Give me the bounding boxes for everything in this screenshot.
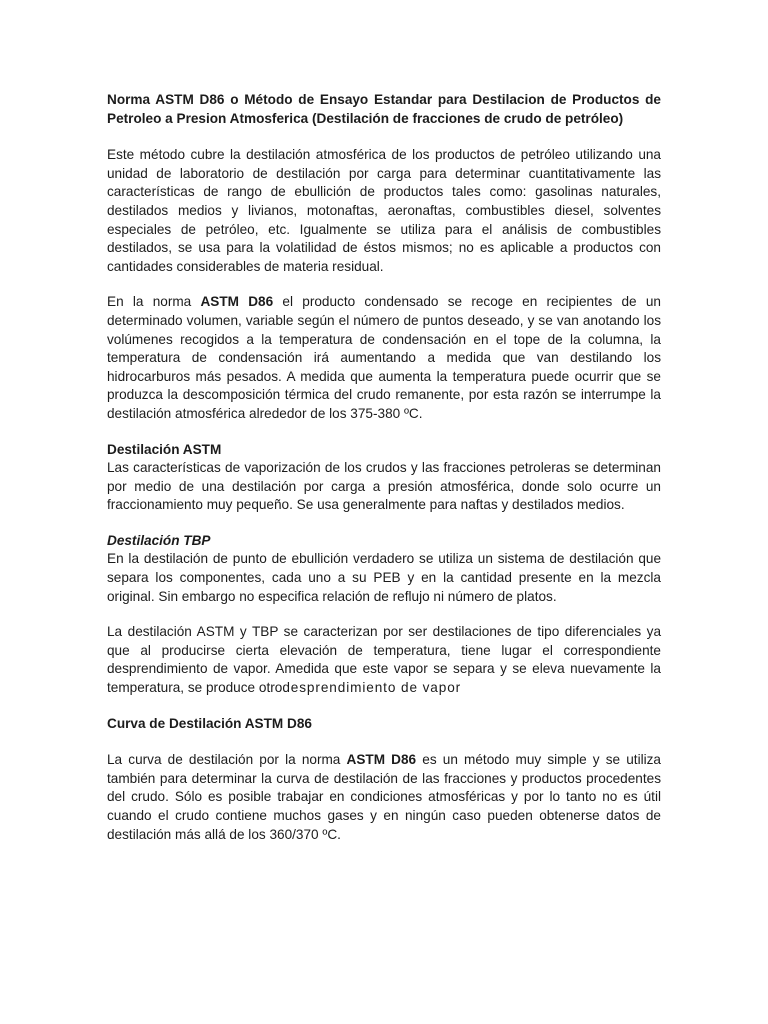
curve-paragraph-rest: es un método muy simple y se utiliza también para determinar la curva de destilación de las fracciones y productos procedentes del crudo. Sólo es posible trabajar en condiciones atmosféricas y por lo tanto no es útil cuando el crudo contiene muchos gases y en ningún caso pueden obtenerse datos de destilación más allá de los 360/370 ºC. (107, 752, 661, 842)
norma-paragraph-bold: ASTM D86 (200, 294, 274, 310)
astm-section (107, 441, 661, 515)
curve-heading: Curva de Destilación ASTM D86 (107, 715, 312, 731)
norma-paragraph-rest: el producto condensado se recoge en recipientes de un determinado volumen, variable según el número de puntos deseado, y se van anotando los volúmenes recogidos a la temperatura de condensación en el tope de la columna, la temperatura de condensación irá aumentando a medida que van destilando los hidrocarburos más pesados. A medida que aumenta la temperatura puede ocurrir que se produzca la descomposición térmica del crudo remanente, por esta razón se interrumpe la destilación atmosférica alrededor de los 375-380 ºC. (107, 294, 661, 421)
curve-paragraph (107, 751, 661, 844)
curve-paragraph-lead: La curva de destilación por la norma (107, 752, 347, 768)
norma-paragraph-lead: En la norma (107, 294, 201, 310)
differential-paragraph-main: La destilación ASTM y TBP se caracterizan por ser destilaciones de tipo diferenciales ya que al producirse cierta elevación de temperatura, tiene lugar el correspondiente desprendimiento de vapor. Amedida que este vapor se separa y se eleva nuevamente la temperatura, se produce otro (107, 624, 661, 696)
differential-paragraph (107, 623, 661, 697)
astm-heading: Destilación ASTM (107, 441, 222, 457)
norma-paragraph (107, 293, 661, 423)
tbp-heading: Destilación TBP (107, 532, 211, 548)
astm-body: Las características de vaporización de los crudos y las fracciones petroleras se determinan por medio de una destilación por carga a presión atmosférica, donde solo ocurre un fraccionamiento muy pequeño. Se usa generalmente para naftas y destilados medios. (107, 460, 661, 513)
tbp-section (107, 532, 661, 606)
differential-paragraph-tail: desprendimiento de vapor (282, 680, 462, 696)
document-title: Norma ASTM D86 o Método de Ensayo Estandar para Destilacion de Productos de Petroleo a Presion Atmosferica (Destilación de fracciones de crudo de petróleo) (107, 92, 661, 126)
curve-paragraph-bold: ASTM D86 (346, 752, 417, 768)
document-page (107, 91, 661, 861)
tbp-body: En la destilación de punto de ebullición verdadero se utiliza un sistema de destilación que separa los componentes, cada uno a su PEB y en la cantidad presente en la mezcla original. Sin embargo no especifica relación de reflujo ni número de platos. (107, 551, 661, 604)
intro-paragraph: Este método cubre la destilación atmosférica de los productos de petróleo utilizando una unidad de laboratorio de destilación por carga para determinar cuantitativamente las características de rango de ebullición de productos tales como: gasolinas naturales, destilados medios y livianos, motonaftas, aeronaftas, combustibles diesel, solventes especiales de petróleo, etc. Igualmente se utiliza para el análisis de combustibles destilados, se usa para la volatilidad de éstos mismos; no es aplicable a productos con cantidades considerables de materia residual. (107, 147, 661, 274)
